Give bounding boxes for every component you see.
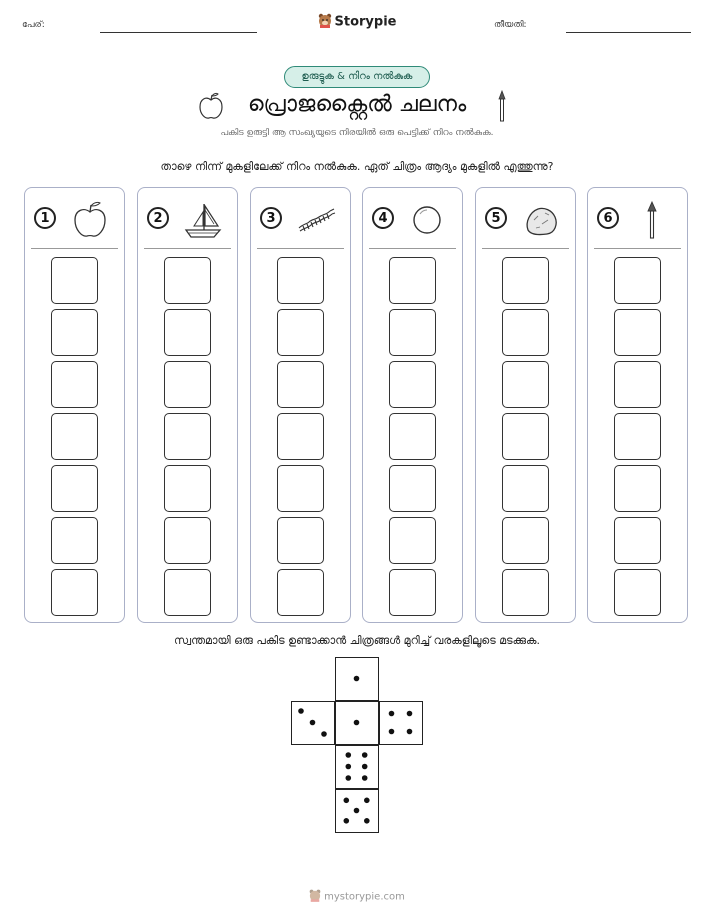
arrow-icon: [496, 90, 508, 122]
color-box[interactable]: [164, 361, 211, 408]
footer: [0, 888, 714, 905]
die-face: [335, 789, 379, 833]
column-divider: [31, 248, 118, 249]
ball-icon: [407, 200, 449, 240]
die-face: [335, 745, 379, 789]
column-divider: [144, 248, 231, 249]
color-box[interactable]: [277, 257, 324, 304]
color-box[interactable]: [389, 257, 436, 304]
color-box[interactable]: [277, 465, 324, 512]
subtitle: പകിട ഉരുട്ടി ആ സംഖ്യയുടെ നിരയിൽ ഒരു പെട്ടിക്ക് നിറം നൽകുക.: [220, 128, 494, 138]
color-box[interactable]: [614, 465, 661, 512]
color-box[interactable]: [51, 257, 98, 304]
color-box[interactable]: [277, 413, 324, 460]
color-box[interactable]: [502, 361, 549, 408]
column-divider: [369, 248, 456, 249]
column-number: 2: [147, 207, 169, 229]
color-box[interactable]: [502, 465, 549, 512]
color-box[interactable]: [389, 569, 436, 616]
color-box[interactable]: [164, 517, 211, 564]
color-box[interactable]: [614, 569, 661, 616]
rope-icon: [295, 200, 337, 240]
rock-icon: [520, 200, 562, 240]
color-box[interactable]: [164, 413, 211, 460]
die-net-caption: സ്വന്തമായി ഒരു പകിട ഉണ്ടാക്കാൻ ചിത്രങ്ങൾ മുറിച്ച് വരകളിലൂടെ മടക്കുക.: [174, 634, 540, 647]
column-5: [475, 187, 576, 623]
color-box[interactable]: [502, 413, 549, 460]
color-box[interactable]: [389, 413, 436, 460]
color-box[interactable]: [389, 309, 436, 356]
column-number: 5: [485, 207, 507, 229]
column-6: [587, 187, 688, 623]
brand-name: Storypie: [334, 14, 397, 30]
color-box[interactable]: [277, 361, 324, 408]
column-3: [250, 187, 351, 623]
storypie-logo-icon: [318, 12, 332, 32]
column-divider: [482, 248, 569, 249]
color-box[interactable]: [277, 517, 324, 564]
color-box[interactable]: [51, 309, 98, 356]
color-box[interactable]: [614, 257, 661, 304]
date-label: തീയതി:: [494, 20, 527, 30]
date-line[interactable]: [566, 32, 691, 33]
color-box[interactable]: [51, 465, 98, 512]
instruction: താഴെ നിന്ന് മുകളിലേക്ക് നിറം നൽകുക. ഏത് ചിത്രം ആദ്യം മുകളിൽ എത്തുന്നു?: [160, 160, 554, 173]
color-box[interactable]: [277, 309, 324, 356]
color-box[interactable]: [389, 361, 436, 408]
column-2: [137, 187, 238, 623]
color-box[interactable]: [51, 361, 98, 408]
storypie-footer-logo-icon: [309, 888, 321, 905]
color-box[interactable]: [502, 309, 549, 356]
column-number: 1: [34, 207, 56, 229]
page-title: പ്രൊജക്റ്റൈൽ ചലനം: [247, 92, 467, 117]
activity-badge: ഉരുട്ടുക & നിറം നൽകുക: [284, 66, 430, 88]
color-box[interactable]: [502, 257, 549, 304]
color-box[interactable]: [502, 569, 549, 616]
color-box[interactable]: [614, 413, 661, 460]
color-box[interactable]: [51, 517, 98, 564]
column-divider: [594, 248, 681, 249]
color-box[interactable]: [51, 413, 98, 460]
column-divider: [257, 248, 344, 249]
color-box[interactable]: [502, 517, 549, 564]
die-face: [291, 701, 335, 745]
arrow-icon: [632, 200, 674, 240]
color-box[interactable]: [164, 569, 211, 616]
color-box[interactable]: [614, 309, 661, 356]
name-label: പേര്:: [22, 20, 45, 30]
color-box[interactable]: [51, 569, 98, 616]
color-box[interactable]: [389, 465, 436, 512]
apple-icon: [69, 200, 111, 240]
column-number: 4: [372, 207, 394, 229]
die-face: [335, 657, 379, 701]
column-number: 6: [597, 207, 619, 229]
color-box[interactable]: [389, 517, 436, 564]
column-4: [362, 187, 463, 623]
die-face: [335, 701, 379, 745]
color-box[interactable]: [164, 465, 211, 512]
name-line[interactable]: [100, 32, 257, 33]
brand: [0, 12, 714, 32]
color-box[interactable]: [614, 361, 661, 408]
sailboat-icon: [182, 200, 224, 240]
footer-url: mystorypie.com: [324, 891, 405, 903]
die-face: [379, 701, 423, 745]
column-number: 3: [260, 207, 282, 229]
color-box[interactable]: [164, 257, 211, 304]
color-box[interactable]: [277, 569, 324, 616]
color-box[interactable]: [164, 309, 211, 356]
column-1: [24, 187, 125, 623]
color-box[interactable]: [614, 517, 661, 564]
